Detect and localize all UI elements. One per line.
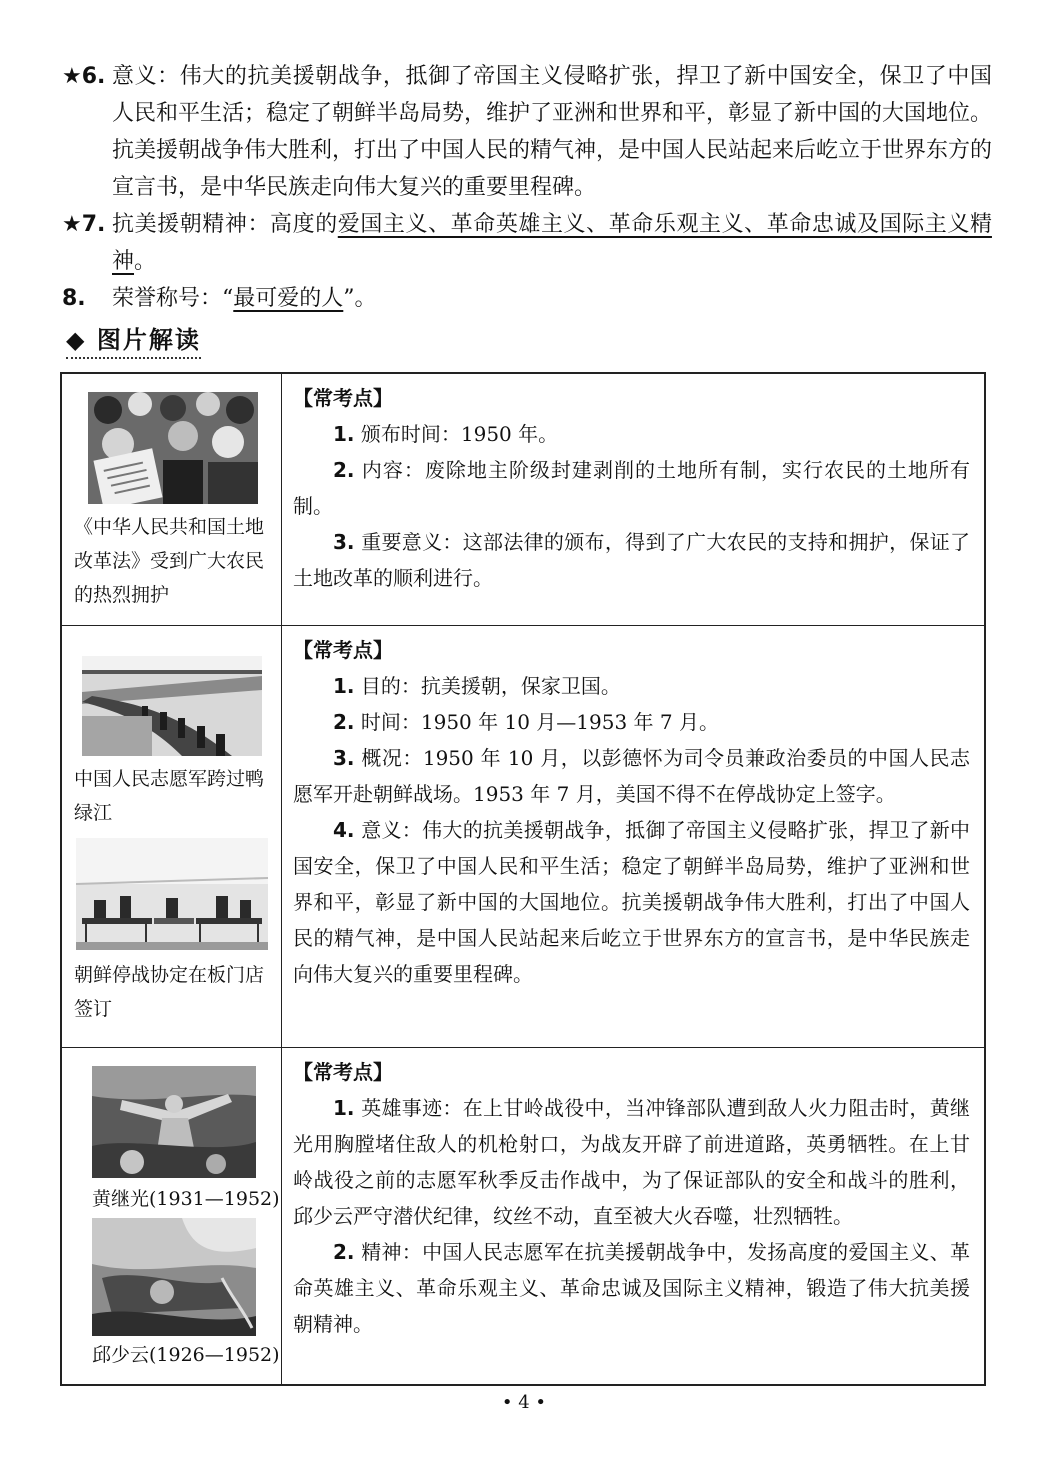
image-caption: 朝鲜停战协定在板门店签订 (74, 964, 265, 1020)
point-item: 4. 意义：伟大的抗美援朝战争，抵御了帝国主义侵略扩张，捍卫了新中国安全，保卫了中国人民和平生活；稳定了朝鲜半岛局势，维护了亚洲和世界和平，彰显了新中国的大国地位。抗美援朝战争伟大胜利，打出了中国人民的精气神，是中国人民站起来后屹立于世界东方的宣言书，是中华民族走向伟大复兴的重要里程碑。 (293, 818, 971, 986)
points-cell (283, 1048, 984, 1342)
key-points-title: 【常考点】 (293, 1060, 393, 1084)
point-item: 2. 内容：废除地主阶级封建剥削的土地所有制，实行农民的土地所有制。 (293, 458, 971, 518)
image-caption: 中国人民志愿军跨过鸭绿江 (74, 768, 265, 824)
yalu-river-photo (82, 656, 262, 756)
list-item-6: ★6. 意义：伟大的抗美援朝战争，抵御了帝国主义侵略扩张，捍卫了新中国安全，保卫了中国人民和平生活；稳定了朝鲜半岛局势，维护了亚洲和世界和平，彰显了新中国的大国地位。抗美援朝战争伟大胜利，打出了中国人民的精气神，是中国人民站起来后屹立于世界东方的宣言书，是中华民族走向伟大复兴的重要里程碑。 (62, 58, 992, 206)
image-caption: 邱少云(1926—1952) (92, 1344, 280, 1366)
item-heading: 意义 (112, 64, 158, 89)
image-cell (62, 1048, 282, 1384)
image-cell (62, 374, 282, 625)
item-heading: 抗美援朝精神 (112, 212, 248, 237)
point-item: 1. 英雄事迹：在上甘岭战役中，当冲锋部队遭到敌人火力阻击时，黄继光用胸膛堵住敌人的机枪射口，为战友开辟了前进道路，英勇牺牲。在上甘岭战役之前的志愿军秋季反击作战中，为了保证部队的安全和战斗的胜利，邱少云严守潜伏纪律，纹丝不动，直至被大火吞噬，壮烈牺牲。 (293, 1096, 971, 1228)
huang-jiguang-painting (92, 1066, 256, 1178)
list-item-7: ★7. 抗美援朝精神：高度的爱国主义、革命英雄主义、革命乐观主义、革命忠诚及国际主义精神。 (62, 206, 992, 280)
point-item: 3. 重要意义：这部法律的颁布，得到了广大农民的支持和拥护，保证了土地改革的顺利进行。 (293, 530, 971, 590)
item-marker: 8. (62, 286, 86, 311)
item-marker: ★6. (62, 64, 106, 89)
image-caption: 《中华人民共和国土地改革法》受到广大农民的热烈拥护 (74, 516, 265, 606)
section-title-text: 图片解读 (96, 326, 201, 354)
table-row (62, 626, 984, 1048)
key-points-title: 【常考点】 (293, 386, 393, 410)
image-caption: 黄继光(1931—1952) (92, 1188, 280, 1210)
point-item: 2. 精神：中国人民志愿军在抗美援朝战争中，发扬高度的爱国主义、革命英雄主义、革命乐观主义、革命忠诚及国际主义精神，锻造了伟大抗美援朝精神。 (293, 1240, 971, 1336)
image-cell (62, 626, 282, 1047)
item-text-prefix: 高度的 (270, 212, 338, 237)
item-text-suffix: ”。 (343, 286, 377, 311)
land-reform-photo (88, 392, 258, 504)
section-title (66, 320, 201, 359)
page-number: • 4 • (501, 1392, 547, 1413)
list-item-8: 8. 荣誉称号：“最可爱的人”。 (62, 280, 992, 317)
item-heading: 荣誉称号 (112, 286, 201, 311)
point-item: 1. 目的：抗美援朝，保家卫国。 (333, 674, 621, 698)
key-points-title: 【常考点】 (293, 638, 393, 662)
armistice-signing-photo (76, 838, 268, 950)
qiu-shaoyun-painting (92, 1218, 256, 1336)
table-row (62, 374, 984, 626)
point-item: 1. 颁布时间：1950 年。 (333, 422, 559, 446)
points-cell (283, 626, 984, 992)
picture-table (60, 372, 986, 1386)
item-marker: ★7. (62, 212, 106, 237)
diamond-icon: ◆ (66, 326, 87, 354)
item-text-prefix: “ (222, 286, 234, 311)
table-row (62, 1048, 984, 1384)
points-cell (283, 374, 984, 596)
point-item: 2. 时间：1950 年 10 月—1953 年 7 月。 (333, 710, 719, 734)
item-text: 伟大的抗美援朝战争，抵御了帝国主义侵略扩张，捍卫了新中国安全，保卫了中国人民和平生活；稳定了朝鲜半岛局势，维护了亚洲和世界和平，彰显了新中国的大国地位。抗美援朝战争伟大胜利，打出了中国人民的精气神，是中国人民站起来后屹立于世界东方的宣言书，是中华民族走向伟大复兴的重要里程碑。 (112, 64, 993, 200)
point-item: 3. 概况：1950 年 10 月，以彭德怀为司令员兼政治委员的中国人民志愿军开赴朝鲜战场。1953 年 7 月，美国不得不在停战协定上签字。 (293, 746, 971, 806)
item-text-underlined: 最可爱的人 (233, 286, 344, 311)
item-text-suffix: 。 (134, 249, 157, 274)
item-text-underlined: 爱国主义、革命英雄主义、革命乐观主义、革命忠诚及国际主义精神 (112, 212, 992, 274)
